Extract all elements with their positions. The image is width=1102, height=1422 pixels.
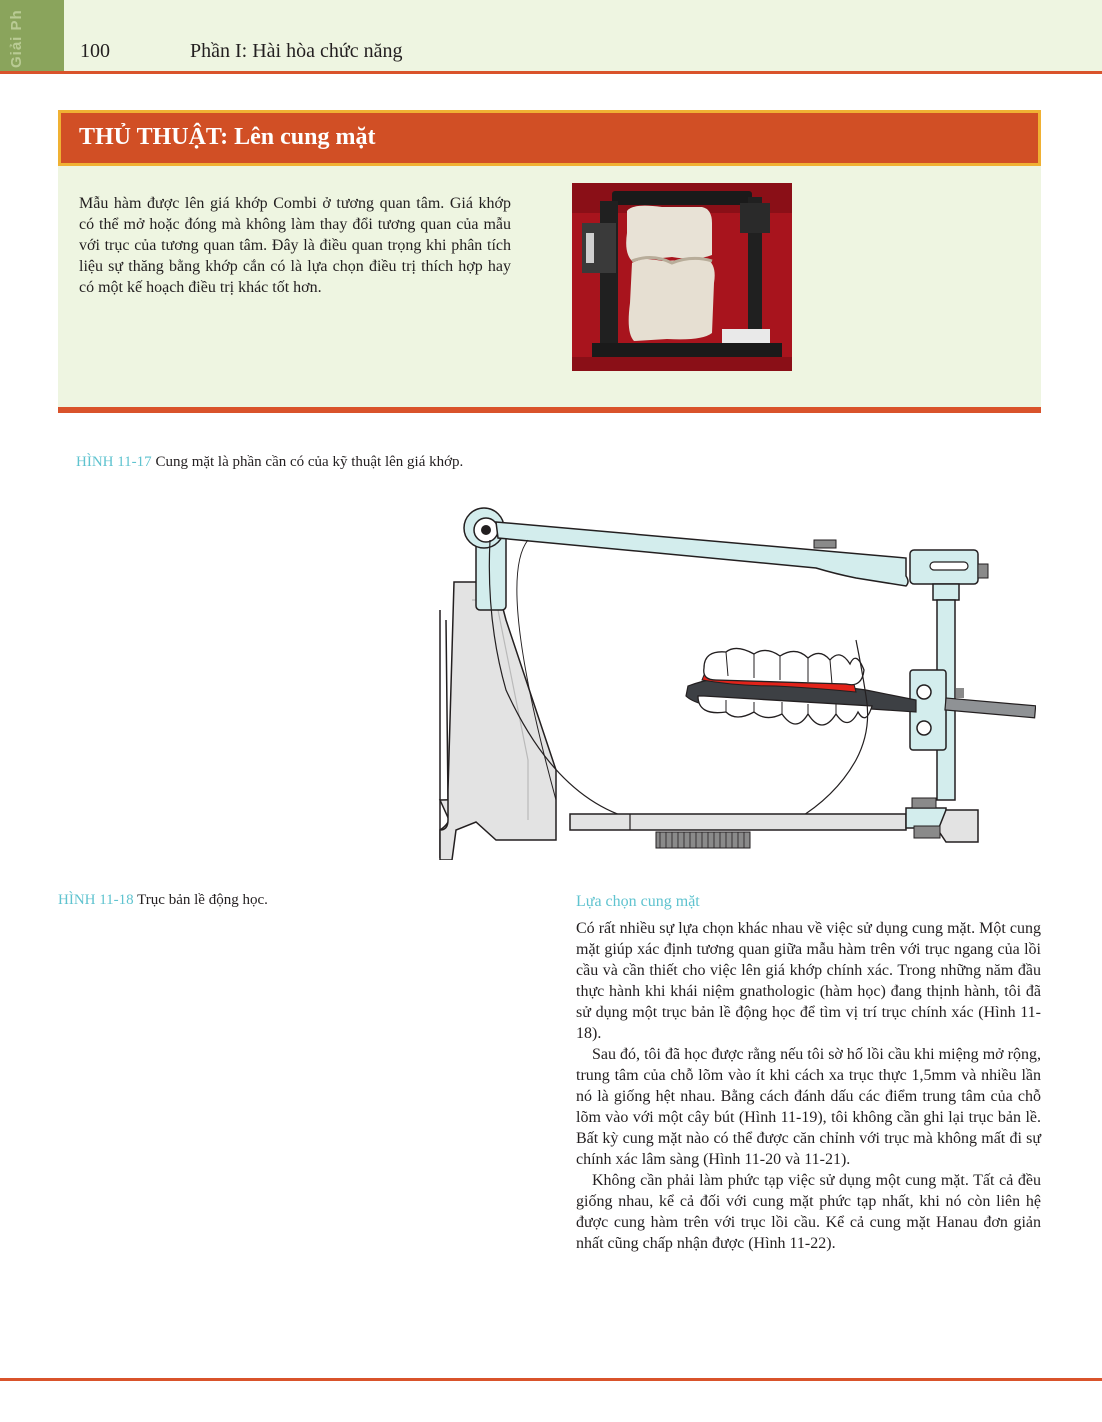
body-text bbox=[576, 918, 1041, 1254]
body-paragraph: Có rất nhiều sự lựa chọn khác nhau về việc sử dụng cung mặt. Một cung mặt giúp xác định tương quan giữa mẫu hàm trên với trục ngang của lồi cầu và cần thiết cho việc lên giá khớp chính xác. Trong những năm đầu thực hành khi khái niệm gnathologic (hàm học) đang thịnh hành, tôi đã sử dụng một trục bản lề động học để tìm vị trí trục chính xác (Hình 11-18). bbox=[576, 920, 1041, 1042]
running-head: Phần I: Hài hòa chức năng bbox=[190, 40, 403, 62]
figure-label-11-18: HÌNH 11-18 bbox=[58, 892, 134, 908]
figure-label-11-17: HÌNH 11-17 bbox=[76, 454, 152, 470]
header-band bbox=[0, 0, 1102, 72]
articulator-photo bbox=[572, 183, 792, 371]
section-heading: Lựa chọn cung mặt bbox=[576, 893, 700, 910]
procedure-text: Mẫu hàm được lên giá khớp Combi ở tương quan tâm. Giá khớp có thể mở hoặc đóng mà không làm thay đổi tương quan của mẫu với trục của tương quan tâm. Đây là điều quan trọng khi phân tích liệu sự thăng bằng khớp cắn có là lựa chọn điều trị thích hợp hay có một kế hoạch điều trị khác tốt hơn. bbox=[79, 195, 511, 296]
header-rule bbox=[0, 71, 1102, 74]
figure-caption-11-17 bbox=[76, 454, 463, 471]
procedure-title: THỦ THUẬT: Lên cung mặt bbox=[79, 124, 376, 150]
figure-caption-text-11-18: Trục bản lề động học. bbox=[133, 892, 268, 908]
kinematic-hinge-axis-illustration bbox=[436, 500, 1036, 860]
side-tab-text: Giải Ph bbox=[8, 9, 25, 68]
body-paragraph: Sau đó, tôi đã học được rằng nếu tôi sờ hố lồi cầu khi miệng mở rộng, trung tâm của chỗ lõm vào ít khi cách xa trục thực 1,5mm và nhiều lần nó là giống hệt nhau. Bằng cách đánh dấu các điểm trung tâm của chỗ lõm vào với một cây bút (Hình 11-19), tôi không cần ghi lại trục bản lề. Bất kỳ cung mặt nào có thể được căn chỉnh với trục mà không mất đi sự chính xác lâm sàng (Hình 11-20 và 11-21). bbox=[576, 1046, 1041, 1168]
footer-rule bbox=[0, 1378, 1102, 1381]
figure-caption-11-18 bbox=[58, 892, 268, 909]
page-number: 100 bbox=[80, 40, 110, 62]
procedure-rule bbox=[58, 407, 1041, 413]
body-paragraph: Không cần phải làm phức tạp việc sử dụng một cung mặt. Tất cả đều giống nhau, kể cả đối với cung mặt phức tạp nhất, khi nó còn liên hệ được cung hàm trên với trục lồi cầu. Kể cả cung mặt Hanau đơn giản nhất cũng chấp nhận được (Hình 11-22). bbox=[576, 1172, 1041, 1252]
side-tab bbox=[0, 0, 64, 72]
figure-caption-text-11-17: Cung mặt là phần cần có của kỹ thuật lên giá khớp. bbox=[151, 454, 464, 470]
procedure-title-bar bbox=[58, 110, 1041, 166]
